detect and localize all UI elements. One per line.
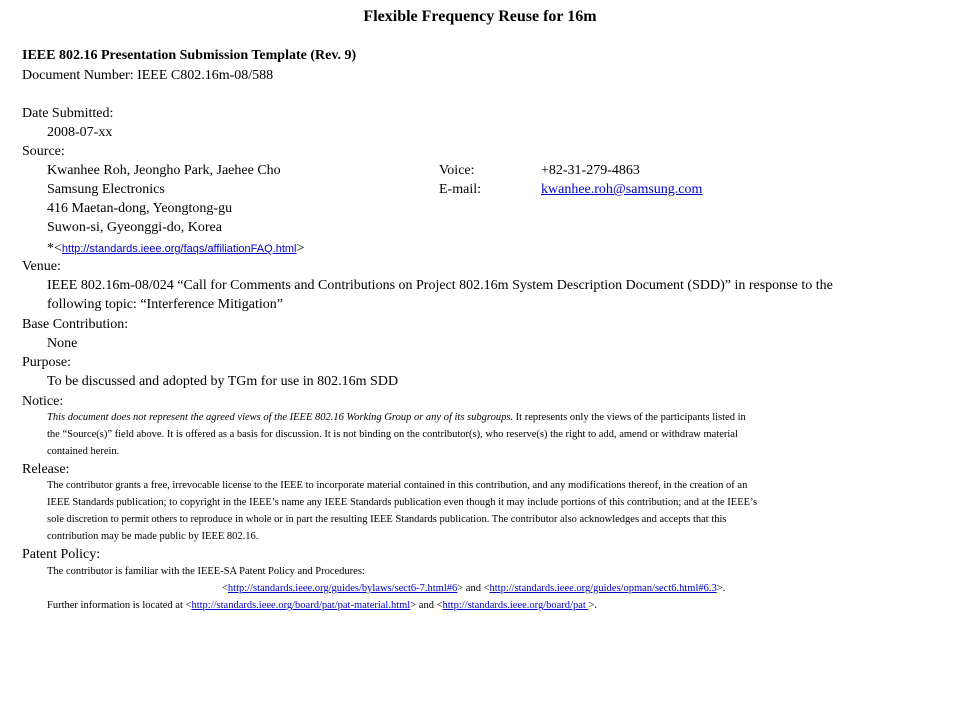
purpose-label: Purpose: <box>22 355 71 370</box>
patent-further-line <box>47 600 597 611</box>
voice-label: Voice: <box>439 163 475 178</box>
venue-label: Venue: <box>22 259 61 274</box>
source-org: Samsung Electronics <box>47 182 165 197</box>
patent-opman-link[interactable]: http://standards.ieee.org/guides/opman/sect6.html#6.3 <box>489 583 717 594</box>
patent-end-1: >. <box>716 583 726 594</box>
page-title: Flexible Frequency Reuse for 16m <box>363 8 597 25</box>
release-line-1: The contributor grants a free, irrevocable license to the IEEE to incorporate material contained in this contribution, and any modifications thereof, in the creation of an <box>47 480 748 491</box>
release-line-2: IEEE Standards publication; to copyright in the IEEE’s name any IEEE Standards publication even though it may include portions of this contribution; and at the IEEE’s <box>47 497 758 508</box>
patent-material-link[interactable]: http://standards.ieee.org/board/pat/pat-material.html <box>191 600 411 611</box>
patent-policy-label: Patent Policy: <box>22 547 101 562</box>
further-lt: < <box>185 600 192 611</box>
notice-line-1 <box>47 412 746 423</box>
source-label: Source: <box>22 144 65 159</box>
date-label: Date Submitted: <box>22 106 114 121</box>
notice-italic: This document does not represent the agreed views of the IEEE 802.16 Working Group or any of its subgroups. <box>47 412 514 423</box>
affiliation-faq-link[interactable]: http://standards.ieee.org/faqs/affiliationFAQ.html <box>61 243 297 255</box>
notice-line-3: contained herein. <box>47 446 120 457</box>
base-contribution-value: None <box>47 336 78 351</box>
patent-and-2: > and < <box>410 600 443 611</box>
date-value: 2008-07-xx <box>47 125 113 140</box>
release-line-3: sole discretion to permit others to reproduce in whole or in part the resulting IEEE Standards publication. The contributor also acknowledges and accepts that this <box>47 514 727 525</box>
affiliation-star: *< <box>47 241 62 256</box>
notice-line-1-rest: It represents only the views of the participants listed in <box>513 412 746 423</box>
patent-and-1: > and < <box>457 583 490 594</box>
venue-line-1: IEEE 802.16m-08/024 “Call for Comments and Contributions on Project 802.16m System Description Document (SDD)” in response to the <box>47 278 833 293</box>
patent-lt: < <box>222 583 228 594</box>
template-name: IEEE 802.16 Presentation Submission Template (Rev. 9) <box>22 48 357 63</box>
release-line-4: contribution may be made public by IEEE 802.16. <box>47 531 259 542</box>
affiliation-close: > <box>296 241 305 256</box>
document-number: Document Number: IEEE C802.16m-08/588 <box>22 68 274 83</box>
venue-line-2: following topic: “Interference Mitigation” <box>47 297 283 312</box>
voice-value: +82-31-279-4863 <box>541 163 640 178</box>
base-contribution-label: Base Contribution: <box>22 317 129 332</box>
patent-end-2: >. <box>588 600 597 611</box>
patent-board-link[interactable]: http://standards.ieee.org/board/pat <box>442 600 589 611</box>
further-text: Further information is located at <box>47 600 186 611</box>
email-link[interactable]: kwanhee.roh@samsung.com <box>541 182 703 197</box>
notice-line-2: the “Source(s)” field above. It is offered as a basis for discussion. It is not binding on the contributor(s), who reserve(s) the right to add, amend or withdraw material <box>47 429 738 440</box>
release-label: Release: <box>22 462 70 477</box>
patent-bylaws-link[interactable]: http://standards.ieee.org/guides/bylaws/sect6-7.html#6 <box>227 583 458 594</box>
patent-links-line <box>222 583 725 594</box>
affiliation-line <box>47 239 304 257</box>
email-label: E-mail: <box>439 182 481 197</box>
source-authors: Kwanhee Roh, Jeongho Park, Jaehee Cho <box>47 163 281 178</box>
notice-label: Notice: <box>22 394 64 409</box>
source-address-1: 416 Maetan-dong, Yeongtong-gu <box>47 201 233 216</box>
source-address-2: Suwon-si, Gyeonggi-do, Korea <box>47 220 222 235</box>
purpose-value: To be discussed and adopted by TGm for use in 802.16m SDD <box>47 374 399 389</box>
patent-line-1: The contributor is familiar with the IEEE-SA Patent Policy and Procedures: <box>47 566 365 577</box>
